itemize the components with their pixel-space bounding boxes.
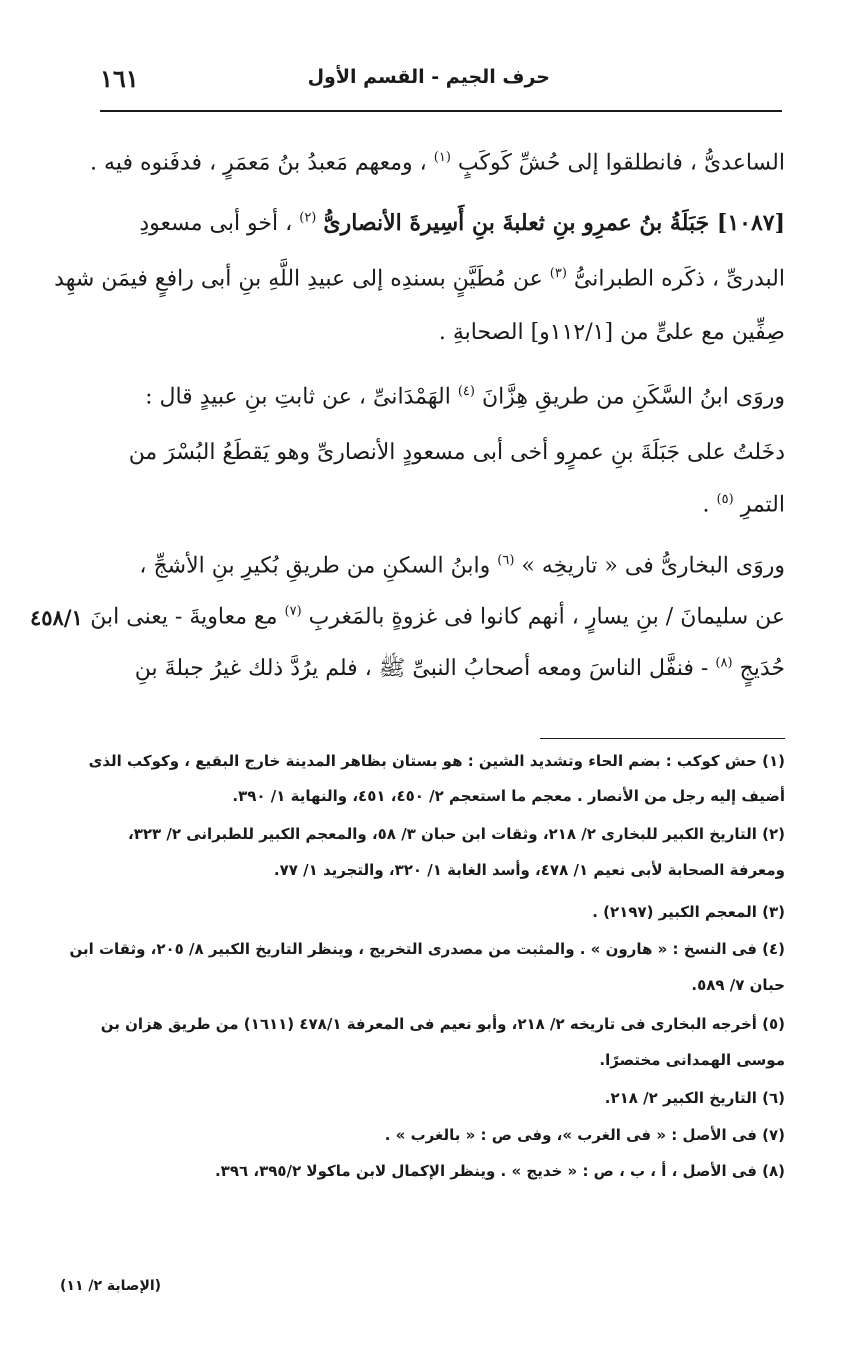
para2-line-1: وروَى ابنُ السَّكَنِ من طريقِ هِزَّانَ $^{(٤)}$ الهَمْدَانىِّ ، عن ثابتِ بنِ عبيدٍ قال : (145, 384, 785, 410)
footnote-line: أضيف إليه رجل من الأنصار . معجم ما استعجم ٢/ ٤٥٠، ٤٥١، والنهاية ١/ ٣٩٠. (232, 787, 785, 805)
running-header (100, 66, 790, 100)
footnote-ref-3[interactable]: (٣) (549, 266, 567, 281)
footnote-ref-1[interactable]: (١) (433, 150, 451, 165)
header-rule (100, 110, 782, 112)
entry-heading-line: [١٠٨٧] جَبَلَةُ بنُ عمرِو بنِ ثعلبةَ بنِ أَسِيرةَ الأنصارىُّ $^{(٢)}$ ، أخو أبى مسعودِ (139, 210, 785, 236)
footnote-line: (٧) فى الأصل : « فى الغرب »، وفى ص : « بالغرب » . (384, 1126, 785, 1144)
para3-line-1: وروَى البخارىُّ فى « تاريخِه » $^{(٦)}$ وابنُ السكنِ من طريقِ بُكيرِ بنِ الأشجِّ ، (139, 553, 785, 579)
margin-note: ٤٥٨/١ (30, 605, 83, 630)
footnote-ref-7[interactable]: (٧) (284, 604, 302, 619)
footnote-line: ومعرفة الصحابة لأبى نعيم ١/ ٤٧٨، وأسد الغابة ١/ ٣٢٠، والتجريد ١/ ٧٧. (273, 861, 785, 879)
footnote-line: (٣) المعجم الكبير (٢١٩٧) . (592, 903, 785, 921)
footnote-line: (١) حش كوكب : بضم الحاء وتشديد الشين : هو بستان بظاهر المدينة خارج البقيع ، وكوكب الذى (88, 752, 785, 770)
footnote-line: (٤) فى النسخ : « هارون » . والمثبت من مصدرى التخريج ، وينظر التاريخ الكبير ٨/ ٢٠٥، وثقات ابن (69, 940, 785, 958)
footnote-ref-8[interactable]: (٨) (715, 655, 733, 671)
page-number: ١٦١ (100, 64, 139, 93)
footnote-line: حبان ٧/ ٥٨٩. (691, 976, 785, 994)
footer-signature: (الإصابة ٢/ ١١) (60, 1278, 162, 1294)
footnote-ref-6[interactable]: (٦) (497, 553, 515, 568)
footnote-ref-4[interactable]: (٤) (457, 384, 475, 399)
footnote-line: (٨) فى الأصل ، أ ، ب ، ص : « خديج » . وينظر الإكمال لابن ماكولا ٣٩٥/٢، ٣٩٦. (214, 1162, 785, 1180)
footnote-line: (٦) التاريخ الكبير ٢/ ٢١٨. (604, 1089, 785, 1107)
footnote-ref-2[interactable]: (٢) (299, 210, 317, 226)
footnote-line: موسى الهمدانى مختصرًا. (599, 1051, 785, 1069)
footnote-line: (٢) التاريخ الكبير للبخارى ٢/ ٢١٨، وثقات ابن حبان ٣/ ٥٨، والمعجم الكبير للطبرانى ٢/ ٣٢٣، (127, 825, 785, 843)
para2-line-2: دخَلتُ على جَبَلَةَ بنِ عمرٍو أخى أبى مسعودٍ الأنصارىِّ وهو يَقطَعُ البُسْرَ من (128, 440, 785, 465)
footnote-line: (٥) أخرجه البخارى فى تاريخه ٢/ ٢١٨، وأبو نعيم فى المعرفة ٤٧٨/١ (١٦١١) من طريق هزان بن (100, 1015, 785, 1033)
text-line-3: البدرىِّ ، ذكَره الطبرانىُّ $^{(٣)}$ عن مُطَيَّنٍ بسندِه إلى عبيدِ اللَّهِ بنِ أبى رافعٍ فيمَن شهِد (54, 266, 785, 292)
header-title: حرف الجيم - القسم الأول (307, 66, 550, 88)
text-line-4: صِفِّين مع علىٍّ من [١١٢/١و] الصحابةِ . (438, 320, 785, 345)
entry-heading: [١٠٨٧] جَبَلَةُ بنُ عمرِو بنِ ثعلبةَ بنِ أَسِيرةَ الأنصارىُّ (323, 210, 785, 236)
para3-line-2: عن سليمانَ / بنِ يسارٍ ، أنهم كانوا فى غزوةٍ بالمَغربِ $^{(٧)}$ مع معاويةَ - يعنى ابنَ (90, 604, 785, 630)
text-line-1: الساعدىُّ ، فانطلقوا إلى حُشِّ كَوكَبٍ $^{(١)}$ ، ومعهم مَعبدُ بنُ مَعمَرٍ ، فدفَنوه فيه . (90, 150, 785, 176)
footnote-separator (540, 738, 785, 739)
para3-line-3: حُدَيجٍ $^{(٨)}$ - فنفَّل الناسَ ومعه أصحابُ النبىِّ ﷺ ، فلم يرُدَّ ذلك غيرُ جبلةَ بنِ (134, 655, 785, 681)
footnote-ref-5[interactable]: (٥) (716, 492, 734, 507)
para2-line-3: التمرِ $^{(٥)}$ . (702, 492, 785, 518)
